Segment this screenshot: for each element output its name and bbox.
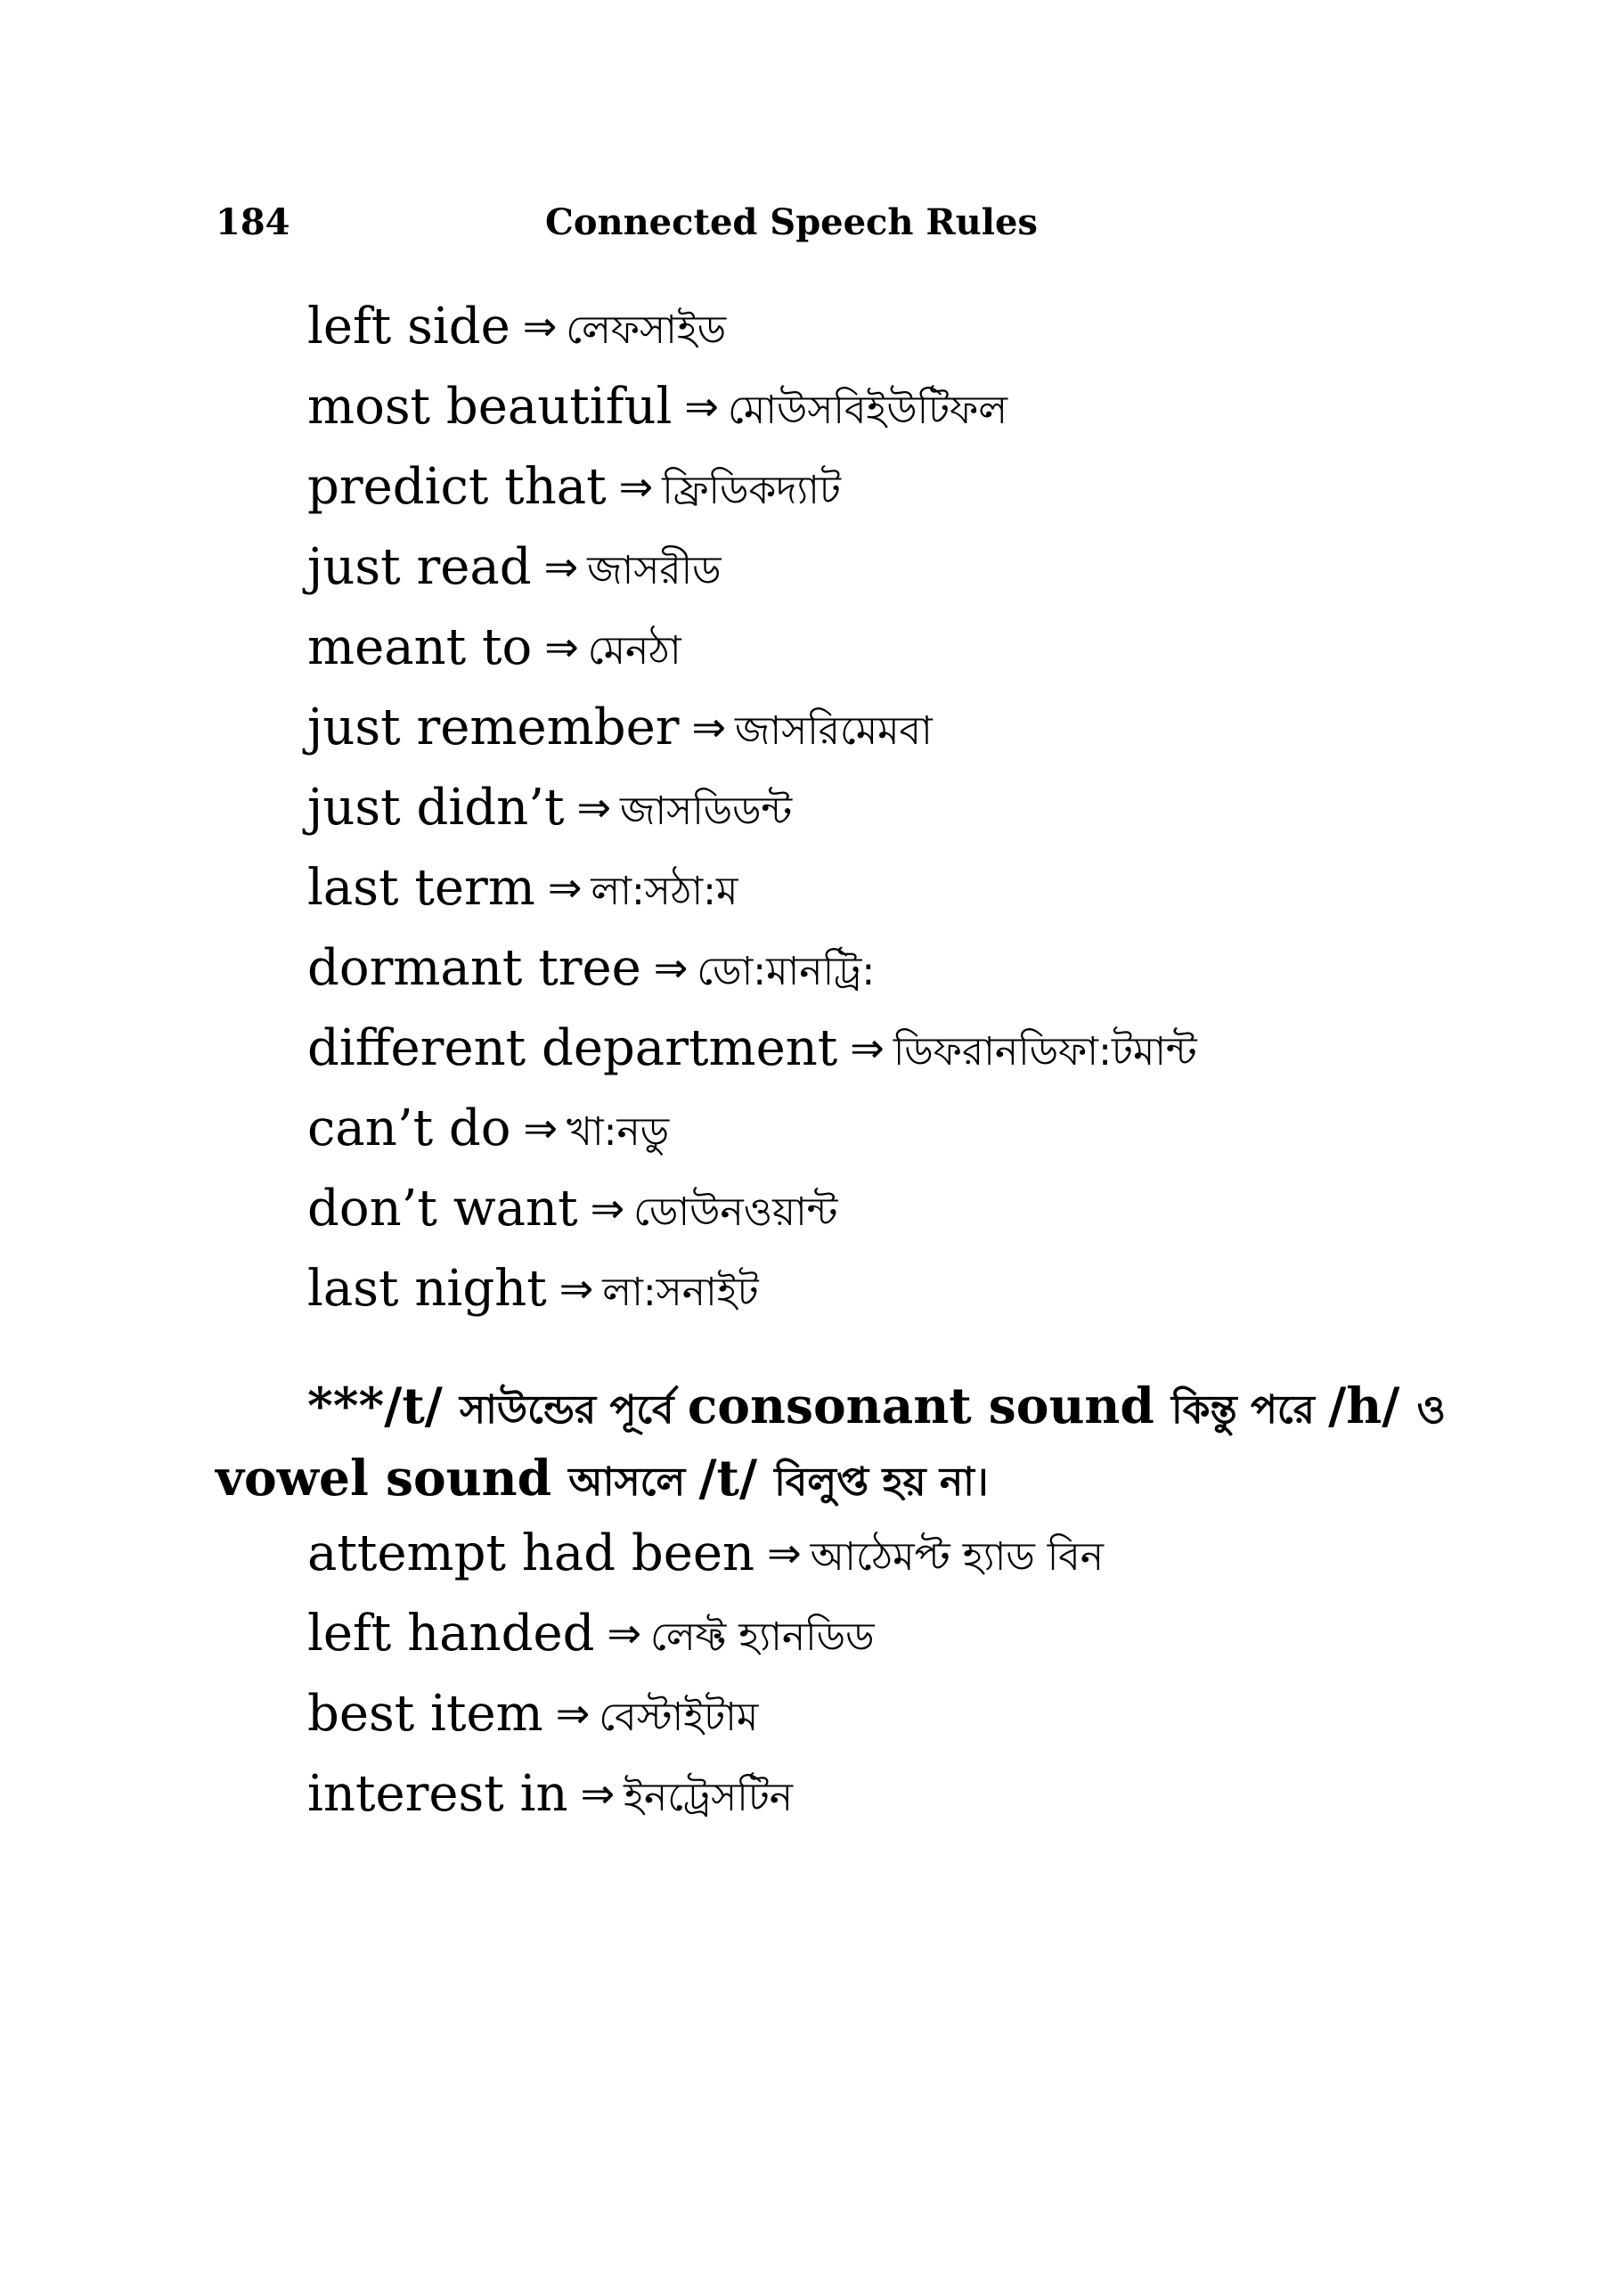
implies-arrow-icon: ⇒ [543,543,579,591]
english-phrase: interest in [307,1765,568,1823]
word-pair-list [307,297,1197,1339]
rule-text: সাউন্ডের পূর্বে [460,1387,688,1433]
list-item [307,1099,1197,1179]
bengali-pronunciation: ডোউনওয়ান্ট [633,1189,838,1235]
implies-arrow-icon: ⇒ [618,462,654,511]
implies-arrow-icon: ⇒ [590,1184,625,1232]
list-item [307,1179,1197,1259]
bengali-pronunciation: ফ্রিডিকদ্যাট [662,468,841,513]
implies-arrow-icon: ⇒ [547,863,583,911]
english-phrase: best item [307,1685,543,1743]
rule-text: vowel sound [216,1449,569,1507]
list-item [307,1524,1104,1604]
english-phrase: different department [307,1019,838,1077]
english-phrase: can’t do [307,1099,511,1157]
english-phrase: just read [307,538,532,596]
implies-arrow-icon: ⇒ [555,1689,591,1737]
list-item [307,858,1197,938]
english-phrase: last term [307,859,535,917]
english-phrase: just didn’t [307,779,565,837]
implies-arrow-icon: ⇒ [767,1529,802,1577]
bengali-pronunciation: খা:নডু [567,1109,670,1155]
bengali-pronunciation: লেফসাইড [566,307,727,353]
bengali-pronunciation: ইনট্রেসটিন [624,1775,794,1820]
implies-arrow-icon: ⇒ [850,1024,885,1072]
bengali-pronunciation: জাসডিডন্ট [620,788,793,834]
english-phrase: last night [307,1260,547,1318]
english-phrase: most beautiful [307,378,673,436]
list-item [307,537,1197,617]
english-phrase: meant to [307,618,533,676]
bengali-pronunciation: বেস্টাইটাম [599,1695,759,1740]
implies-arrow-icon: ⇒ [580,1769,616,1818]
list-item [307,1604,1104,1684]
list-item [307,377,1197,457]
bengali-pronunciation: ডিফরানডিফা:টমান্ট [893,1029,1197,1074]
implies-arrow-icon: ⇒ [691,703,727,751]
implies-arrow-icon: ⇒ [684,382,719,430]
list-item [307,938,1197,1018]
list-item [307,617,1197,698]
list-item [307,698,1197,778]
bengali-pronunciation: লা:সনাইট [602,1270,759,1315]
rule-text: ও [1416,1387,1446,1433]
english-phrase: just remember [307,699,680,756]
bengali-pronunciation: জাসরিমেমবা [735,708,933,754]
page-header [216,201,1463,255]
implies-arrow-icon: ⇒ [523,1104,559,1152]
rule-line-2 [216,1444,1463,1516]
implies-arrow-icon: ⇒ [607,1609,641,1657]
bengali-pronunciation: আঠেমপ্ট হ্যাড বিন [810,1534,1105,1580]
rule-paragraph [216,1372,1463,1516]
bengali-pronunciation: লেফ্ট হ্যানডিড [649,1614,875,1660]
english-phrase: don’t want [307,1180,578,1238]
list-item [307,778,1197,858]
page-number: 184 [216,201,290,243]
running-title: Connected Speech Rules [545,201,1038,243]
rule-text: বিলুপ্ত হয় না। [774,1459,989,1505]
list-item [307,1764,1104,1844]
rule-text: /h/ [1328,1377,1417,1434]
english-phrase: left side [307,298,510,355]
rule-text: /t/ [698,1449,775,1507]
implies-arrow-icon: ⇒ [653,944,689,992]
rule-text: আসলে [568,1459,699,1505]
list-item [307,297,1197,377]
rule-text: ***/t/ [307,1377,461,1434]
list-item [307,1018,1197,1099]
word-pair-list [307,1524,1104,1844]
bengali-pronunciation: মোউসবিইউটিফল [727,388,1008,433]
rule-text: consonant sound [687,1377,1172,1434]
english-phrase: predict that [307,458,607,516]
bengali-pronunciation: মেনঠা [587,628,681,674]
bengali-pronunciation: লা:সঠা:ম [591,869,738,914]
list-item [307,1259,1197,1339]
english-phrase: dormant tree [307,939,641,997]
implies-arrow-icon: ⇒ [522,302,558,350]
list-item [307,457,1197,537]
bengali-pronunciation: জাসরীড [587,548,722,593]
bengali-pronunciation: ডো:মানট্রি: [697,949,876,994]
implies-arrow-icon: ⇒ [559,1264,594,1312]
rule-text: কিন্তু পরে [1171,1387,1329,1433]
implies-arrow-icon: ⇒ [544,623,579,671]
english-phrase: attempt had been [307,1524,755,1582]
english-phrase: left handed [307,1605,595,1663]
list-item [307,1684,1104,1764]
rule-line-1 [216,1372,1463,1444]
implies-arrow-icon: ⇒ [576,783,611,831]
